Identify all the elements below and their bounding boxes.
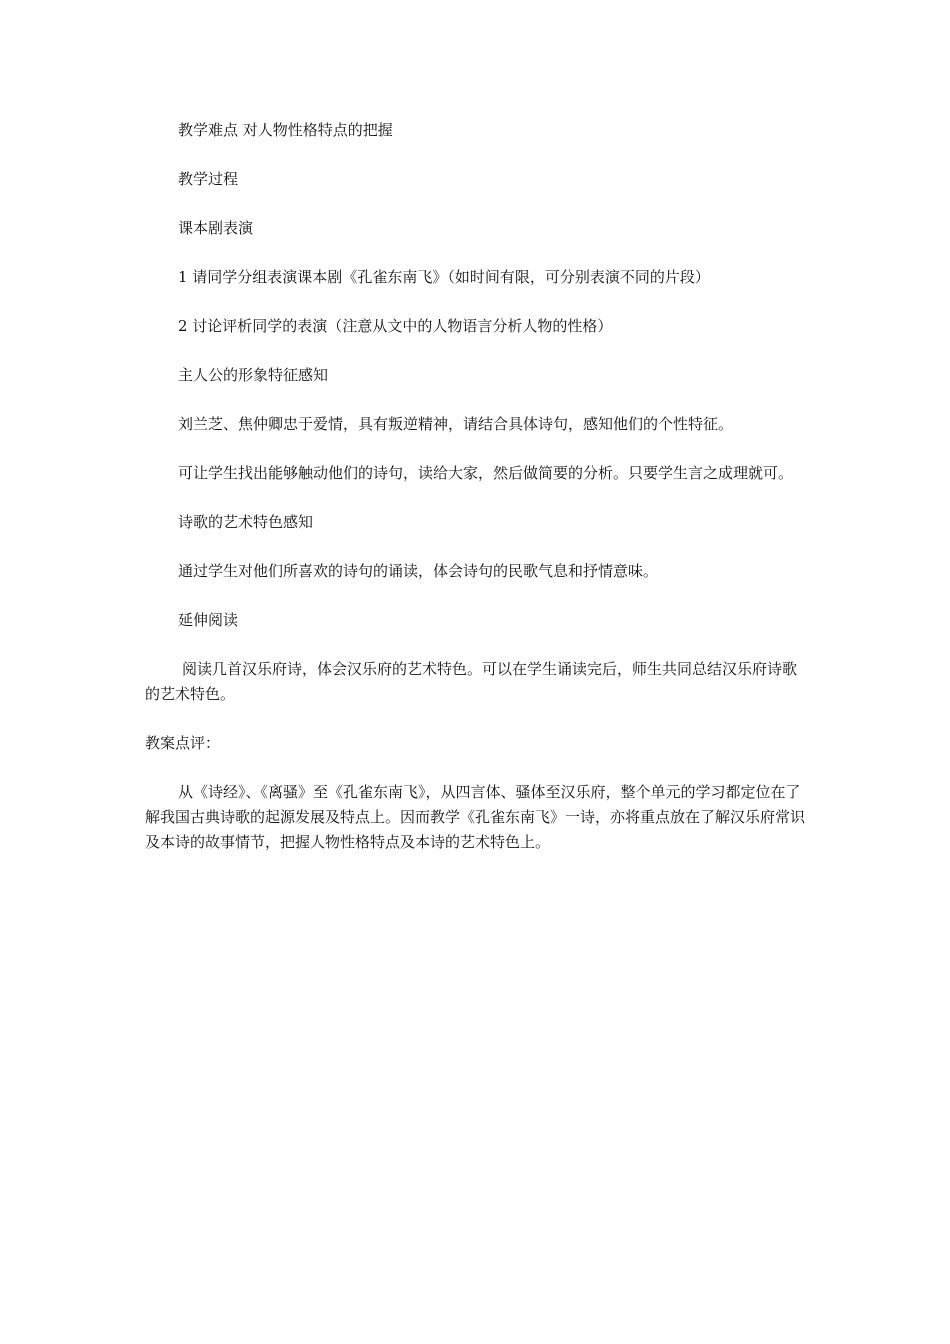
- heading-teaching-process: 教学过程: [178, 170, 239, 188]
- heading-extended-reading: 延伸阅读: [178, 611, 239, 629]
- paragraph-student-activity: 可让学生找出能够触动他们的诗句，读给大家，然后做简要的分析。只要学生言之成理就可。: [178, 464, 794, 482]
- heading-textbook-drama: 课本剧表演: [178, 219, 254, 237]
- paragraph-extended-reading: 阅读几首汉乐府诗，体会汉乐府的艺术特色。可以在学生诵读完后，师生共同总结汉乐府诗歌的艺术特色。: [145, 660, 798, 703]
- document-body: [145, 118, 809, 879]
- paragraph-lesson-review: 从《诗经》、《离骚》至《孔雀东南飞》，从四言体、骚体至汉乐府，整个单元的学习都定位在了解我国古典诗歌的起源发展及特点上。因而教学《孔雀东南飞》一诗，亦将重点放在了解汉乐府常识及本诗的故事情节，把握人物性格特点及本诗的艺术特色上。: [145, 783, 806, 851]
- heading-character-perception: 主人公的形象特征感知: [178, 366, 329, 384]
- paragraph-character-description: 刘兰芝、焦仲卿忠于爱情，具有叛逆精神，请结合具体诗句，感知他们的个性特征。: [178, 415, 734, 433]
- paragraph-step-2: 2 讨论评析同学的表演（注意从文中的人物语言分析人物的性格）: [178, 317, 613, 335]
- heading-art-features: 诗歌的艺术特色感知: [178, 513, 314, 531]
- paragraph-step-1: 1 请同学分组表演课本剧《孔雀东南飞》（如时间有限，可分别表演不同的片段）: [178, 268, 710, 286]
- paragraph-recitation: 通过学生对他们所喜欢的诗句的诵读，体会诗句的民歌气息和抒情意味。: [178, 562, 659, 580]
- heading-lesson-review: 教案点评：: [145, 734, 221, 752]
- paragraph-teaching-difficulty: 教学难点 对人物性格特点的把握: [178, 121, 393, 139]
